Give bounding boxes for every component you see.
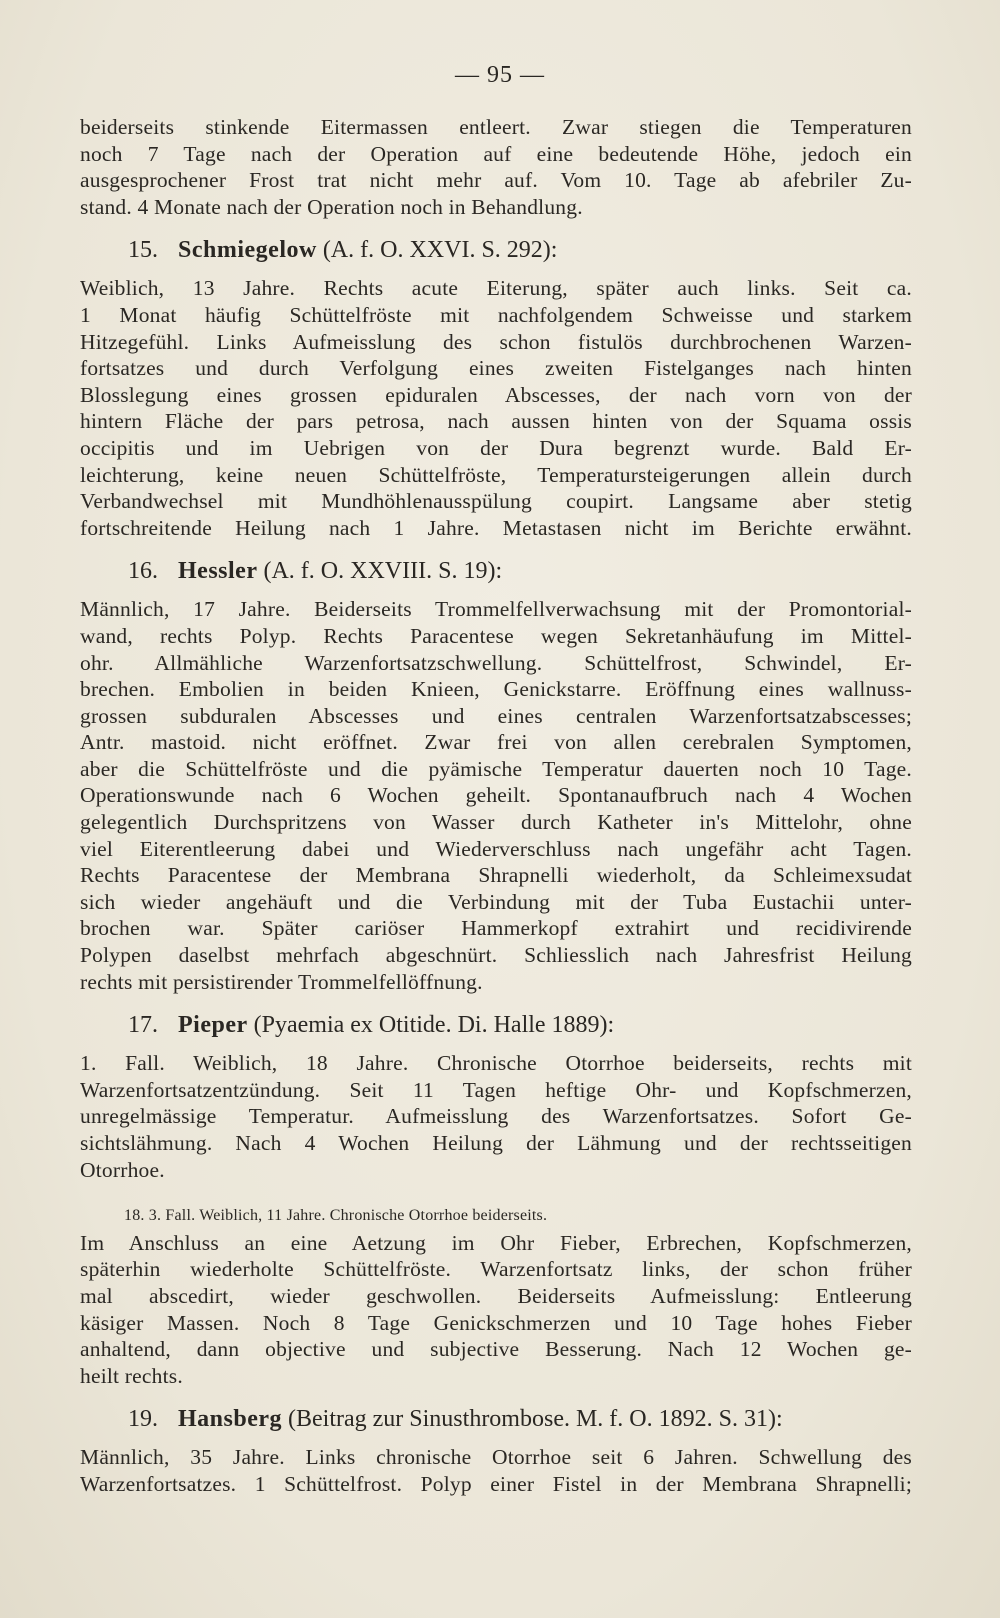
case-number: 17.: [128, 1012, 158, 1039]
text-line: gelegentlich Durchspritzens von Wasser durch Katheter in's Mittelohr, ohne: [80, 810, 912, 835]
text-line: ohr. Allmähliche Warzenfortsatzschwellung. Schüttelfrost, Schwindel, Er-: [80, 650, 912, 675]
text-line: brechen. Embolien in beiden Knieen, Genickstarre. Eröffnung eines wallnuss-: [80, 677, 912, 702]
case-source: (A. f. O. XXVIII. S. 19):: [257, 558, 503, 585]
text-line: fortsatzes und durch Verfolgung eines zweiten Fistelganges nach hinten: [80, 356, 912, 381]
text-line: brochen war. Später cariöser Hammerkopf extrahirt und recidivirende: [80, 916, 912, 941]
text-line: Antr. mastoid. nicht eröffnet. Zwar frei von allen cerebralen Symptomen,: [80, 730, 912, 755]
text-line: wand, rechts Polyp. Rechts Paracentese wegen Sekretanhäufung im Mittel-: [80, 623, 912, 648]
text-line: Verbandwechsel mit Mundhöhlenausspülung coupirt. Langsame aber stetig: [80, 489, 912, 514]
text-line: noch 7 Tage nach der Operation auf eine bedeutende Höhe, jedoch ein: [80, 141, 912, 166]
text-line: sich wieder angehäuft und die Verbindung mit der Tuba Eustachii unter-: [80, 889, 912, 914]
text-line: beiderseits stinkende Eitermassen entleert. Zwar stiegen die Temperaturen: [80, 115, 912, 139]
case-heading: [80, 556, 912, 586]
case-heading: [80, 1404, 912, 1434]
intro-paragraph: [80, 114, 912, 220]
text-line: Otorrhoe.: [80, 1157, 165, 1182]
case-source: (Pyaemia ex Otitide. Di. Halle 1889):: [247, 1012, 615, 1039]
text-line: grossen subduralen Abscesses und eines centralen Warzenfortsatzabscesses;: [80, 703, 912, 728]
text-line: ausgesprochener Frost trat nicht mehr auf. Vom 10. Tage ab afebriler Zu-: [80, 168, 912, 193]
text-line: Rechts Paracentese der Membrana Shrapnelli wiederholt, da Schleimexsudat: [80, 863, 912, 888]
case-number: 16.: [128, 558, 158, 585]
text-line: unregelmässige Temperatur. Aufmeisslung des Warzenfortsatzes. Sofort Ge-: [80, 1104, 912, 1129]
text-line: Warzenfortsatzes. 1 Schüttelfrost. Polyp einer Fistel in der Membrana Shrapnelli;: [80, 1471, 912, 1496]
text-line: Männlich, 17 Jahre. Beiderseits Trommelfellverwachsung mit der Promontorial-: [80, 597, 912, 622]
text-line: aber die Schüttelfröste und die pyämische Temperatur dauerten noch 10 Tage.: [80, 756, 912, 781]
case-source: (Beitrag zur Sinusthrombose. M. f. O. 1892. S. 31):: [282, 1406, 783, 1433]
text-line: occipitis und im Uebrigen von der Dura begrenzt wurde. Bald Er-: [80, 435, 912, 460]
case-author: Hansberg: [178, 1406, 283, 1433]
page-body: [80, 114, 912, 1498]
text-line: 1 Monat häufig Schüttelfröste mit nachfolgendem Schweisse und starkem: [80, 302, 912, 327]
text-line: stand. 4 Monate nach der Operation noch in Behandlung.: [80, 194, 583, 219]
text-line: fortschreitende Heilung nach 1 Jahre. Metastasen nicht im Berichte erwähnt.: [80, 515, 912, 540]
text-line: heilt rechts.: [80, 1363, 183, 1388]
text-line: 1. Fall. Weiblich, 18 Jahre. Chronische Otorrhoe beiderseits, rechts mit: [80, 1051, 912, 1076]
case-number: 19.: [128, 1406, 158, 1433]
case-author: Schmiegelow: [178, 237, 317, 264]
text-line: Männlich, 35 Jahre. Links chronische Otorrhoe seit 6 Jahren. Schwellung des: [80, 1445, 912, 1470]
text-line: Im Anschluss an eine Aetzung im Ohr Fieber, Erbrechen, Kopfschmerzen,: [80, 1230, 912, 1255]
case-paragraph: [80, 1050, 912, 1183]
text-line: Blosslegung eines grossen epiduralen Abscesses, der nach vorn von der: [80, 382, 912, 407]
case-source: (A. f. O. XXVI. S. 292):: [316, 237, 558, 264]
case-paragraph: [80, 275, 912, 541]
case-heading: [80, 235, 912, 265]
text-line: leichterung, keine neuen Schüttelfröste, Temperatursteigerungen allein durch: [80, 462, 912, 487]
case-author: Hessler: [178, 558, 258, 585]
text-line: Hitzegefühl. Links Aufmeisslung des schon fistulös durchbrochenen Warzen-: [80, 329, 912, 354]
case-paragraph: [80, 1444, 912, 1497]
text-line: 18. 3. Fall. Weiblich, 11 Jahre. Chronische Otorrhoe beiderseits.: [124, 1207, 548, 1225]
text-line: sichtslähmung. Nach 4 Wochen Heilung der Lähmung und der rechtsseitigen: [80, 1131, 912, 1155]
text-line: anhaltend, dann objective und subjective Besserung. Nach 12 Wochen ge-: [80, 1337, 912, 1362]
text-line: Operationswunde nach 6 Wochen geheilt. Spontanaufbruch nach 4 Wochen: [80, 783, 912, 808]
text-line: Polypen daselbst mehrfach abgeschnürt. Schliesslich nach Jahresfrist Heilung: [80, 943, 912, 968]
case-number: 15.: [128, 237, 158, 264]
text-line: späterhin wiederholte Schüttelfröste. Warzenfortsatz links, der schon früher: [80, 1257, 912, 1282]
text-line: käsiger Massen. Noch 8 Tage Genickschmerzen und 10 Tage hohes Fieber: [80, 1310, 912, 1335]
case-paragraph: [80, 596, 912, 995]
text-line: rechts mit persistirender Trommelfellöffnung.: [80, 969, 483, 994]
text-line: mal abscedirt, wieder geschwollen. Beiderseits Aufmeisslung: Entleerung: [80, 1283, 912, 1308]
text-line: viel Eiterentleerung dabei und Wiederverschluss nach ungefähr acht Tagen.: [80, 836, 912, 861]
text-line: Warzenfortsatzentzündung. Seit 11 Tagen heftige Ohr- und Kopfschmerzen,: [80, 1077, 912, 1102]
case-author: Pieper: [178, 1012, 248, 1039]
text-line: Weiblich, 13 Jahre. Rechts acute Eiterung, später auch links. Seit ca.: [80, 276, 912, 301]
case-paragraph: [80, 1203, 912, 1389]
page-number: — 95 —: [455, 62, 545, 88]
case-heading: [80, 1010, 912, 1040]
text-line: hintern Fläche der pars petrosa, nach aussen hinten von der Squama ossis: [80, 409, 912, 434]
